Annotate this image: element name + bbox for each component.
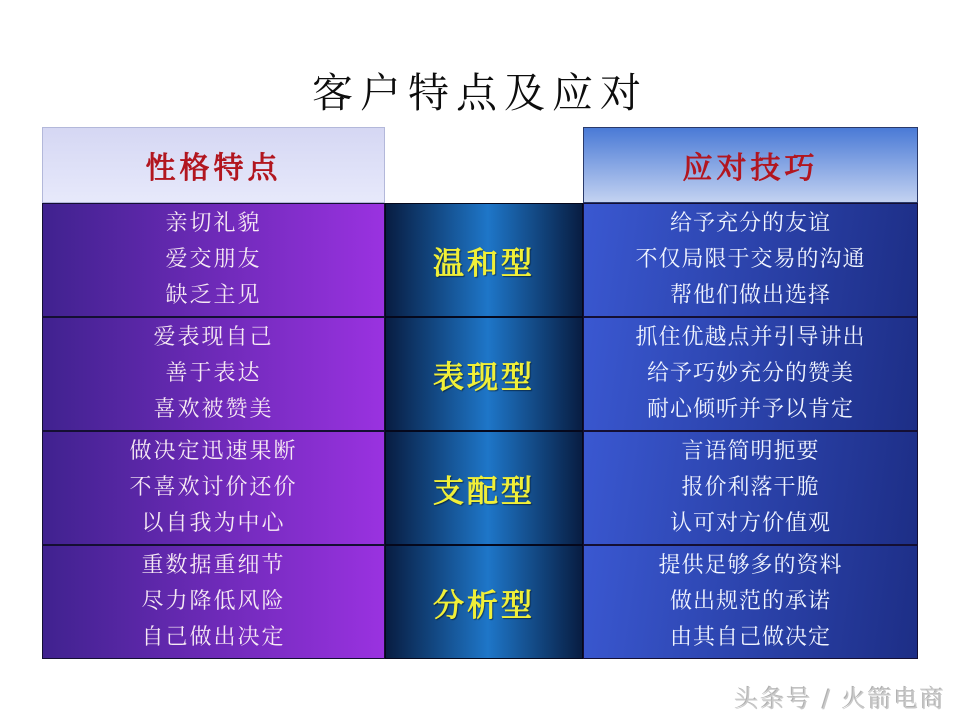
trait-line: 爱表现自己	[153, 325, 274, 350]
tip-line: 提供足够多的资料	[658, 553, 843, 578]
trait-line: 善于表达	[165, 361, 262, 386]
header-spacer	[385, 127, 583, 203]
table-row-1-type: 温和型	[385, 203, 583, 317]
trait-line: 自己做出决定	[141, 625, 286, 650]
trait-line: 尽力降低风险	[141, 589, 286, 614]
table-row-2-traits	[42, 317, 385, 431]
trait-line: 爱交朋友	[165, 247, 262, 272]
table-row-1-traits	[42, 203, 385, 317]
tip-line: 由其自己做决定	[669, 625, 831, 650]
table-row-2-type: 表现型	[385, 317, 583, 431]
trait-line: 不喜欢讨价还价	[129, 475, 298, 500]
trait-line: 喜欢被赞美	[153, 397, 274, 422]
tip-line: 言语简明扼要	[681, 439, 820, 464]
trait-line: 重数据重细节	[141, 553, 286, 578]
table-row-3-traits	[42, 431, 385, 545]
customer-type-table	[42, 127, 918, 659]
trait-line: 做决定迅速果断	[129, 439, 298, 464]
header-personality-traits: 性格特点	[42, 127, 385, 203]
trait-line: 以自我为中心	[141, 511, 286, 536]
tip-line: 给予充分的友谊	[669, 211, 831, 236]
header-response-skills: 应对技巧	[583, 127, 918, 203]
trait-line: 亲切礼貌	[165, 211, 262, 236]
table-row-4-tips	[583, 545, 918, 659]
tip-line: 报价利落干脆	[681, 475, 820, 500]
table-row-3-type: 支配型	[385, 431, 583, 545]
trait-line: 缺乏主见	[165, 283, 262, 308]
table-row-1-tips	[583, 203, 918, 317]
table-row-3-tips	[583, 431, 918, 545]
tip-line: 不仅局限于交易的沟通	[635, 247, 866, 272]
tip-line: 帮他们做出选择	[669, 283, 831, 308]
tip-line: 给予巧妙充分的赞美	[646, 361, 854, 386]
page-title: 客户特点及应对	[312, 69, 648, 117]
tip-line: 抓住优越点并引导讲出	[635, 325, 866, 350]
tip-line: 做出规范的承诺	[669, 589, 831, 614]
watermark-text: 头条号 / 火箭电商	[734, 685, 946, 713]
tip-line: 耐心倾听并予以肯定	[646, 397, 854, 422]
tip-line: 认可对方价值观	[669, 511, 831, 536]
table-row-4-traits	[42, 545, 385, 659]
table-row-4-type: 分析型	[385, 545, 583, 659]
table-row-2-tips	[583, 317, 918, 431]
